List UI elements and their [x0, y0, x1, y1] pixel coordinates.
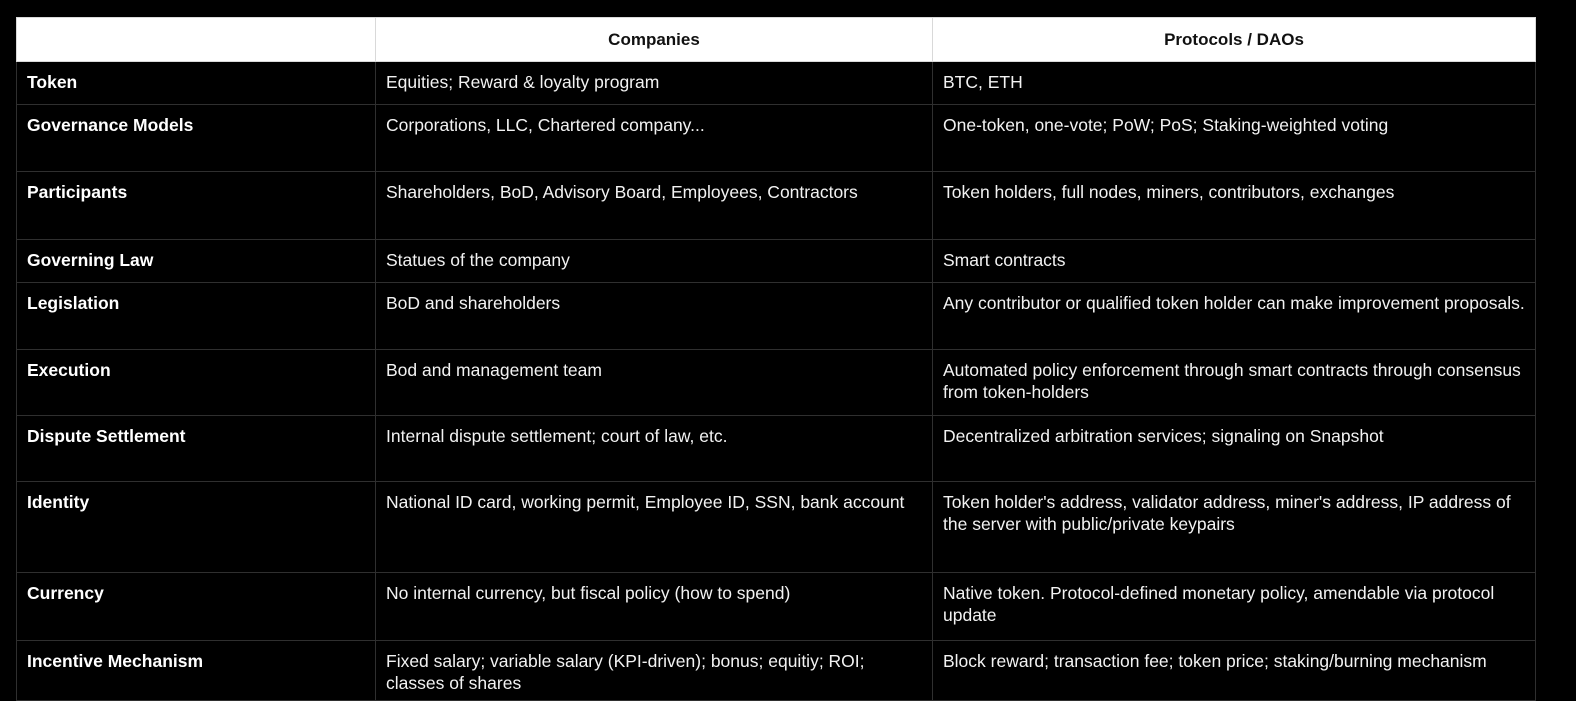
- row-label: Token: [17, 62, 376, 105]
- companies-cell: Corporations, LLC, Chartered company...: [376, 105, 933, 172]
- row-label: Identity: [17, 482, 376, 573]
- table-header-row: [17, 18, 1536, 62]
- header-cell-empty: [17, 18, 376, 62]
- protocols-cell: Token holder's address, validator address, miner's address, IP address of the server with public/private keypairs: [933, 482, 1536, 573]
- protocols-cell: Automated policy enforcement through smart contracts through consensus from token-holders: [933, 350, 1536, 416]
- table-row: [17, 641, 1536, 701]
- companies-cell: Fixed salary; variable salary (KPI-driven); bonus; equitiy; ROI; classes of shares: [376, 641, 933, 701]
- companies-cell: Equities; Reward & loyalty program: [376, 62, 933, 105]
- row-label: Execution: [17, 350, 376, 416]
- table-row: [17, 482, 1536, 573]
- companies-cell: No internal currency, but fiscal policy (how to spend): [376, 573, 933, 641]
- table-row: [17, 105, 1536, 172]
- table-row: [17, 172, 1536, 240]
- header-cell-companies: Companies: [376, 18, 933, 62]
- comparison-table: [16, 17, 1536, 701]
- protocols-cell: Token holders, full nodes, miners, contributors, exchanges: [933, 172, 1536, 240]
- header-cell-protocols: Protocols / DAOs: [933, 18, 1536, 62]
- table-row: [17, 240, 1536, 283]
- companies-cell: Shareholders, BoD, Advisory Board, Employees, Contractors: [376, 172, 933, 240]
- protocols-cell: Native token. Protocol-defined monetary policy, amendable via protocol update: [933, 573, 1536, 641]
- protocols-cell: Smart contracts: [933, 240, 1536, 283]
- table-row: [17, 283, 1536, 350]
- companies-cell: Internal dispute settlement; court of law, etc.: [376, 416, 933, 482]
- row-label: Governance Models: [17, 105, 376, 172]
- table-row: [17, 350, 1536, 416]
- companies-cell: Statues of the company: [376, 240, 933, 283]
- protocols-cell: BTC, ETH: [933, 62, 1536, 105]
- protocols-cell: Block reward; transaction fee; token price; staking/burning mechanism: [933, 641, 1536, 701]
- row-label: Legislation: [17, 283, 376, 350]
- row-label: Currency: [17, 573, 376, 641]
- companies-cell: National ID card, working permit, Employee ID, SSN, bank account: [376, 482, 933, 573]
- companies-cell: BoD and shareholders: [376, 283, 933, 350]
- protocols-cell: Decentralized arbitration services; signaling on Snapshot: [933, 416, 1536, 482]
- companies-cell: Bod and management team: [376, 350, 933, 416]
- protocols-cell: Any contributor or qualified token holder can make improvement proposals.: [933, 283, 1536, 350]
- comparison-table-container: [16, 17, 1535, 701]
- row-label: Participants: [17, 172, 376, 240]
- row-label: Dispute Settlement: [17, 416, 376, 482]
- table-row: [17, 62, 1536, 105]
- table-row: [17, 573, 1536, 641]
- row-label: Governing Law: [17, 240, 376, 283]
- protocols-cell: One-token, one-vote; PoW; PoS; Staking-weighted voting: [933, 105, 1536, 172]
- row-label: Incentive Mechanism: [17, 641, 376, 701]
- table-row: [17, 416, 1536, 482]
